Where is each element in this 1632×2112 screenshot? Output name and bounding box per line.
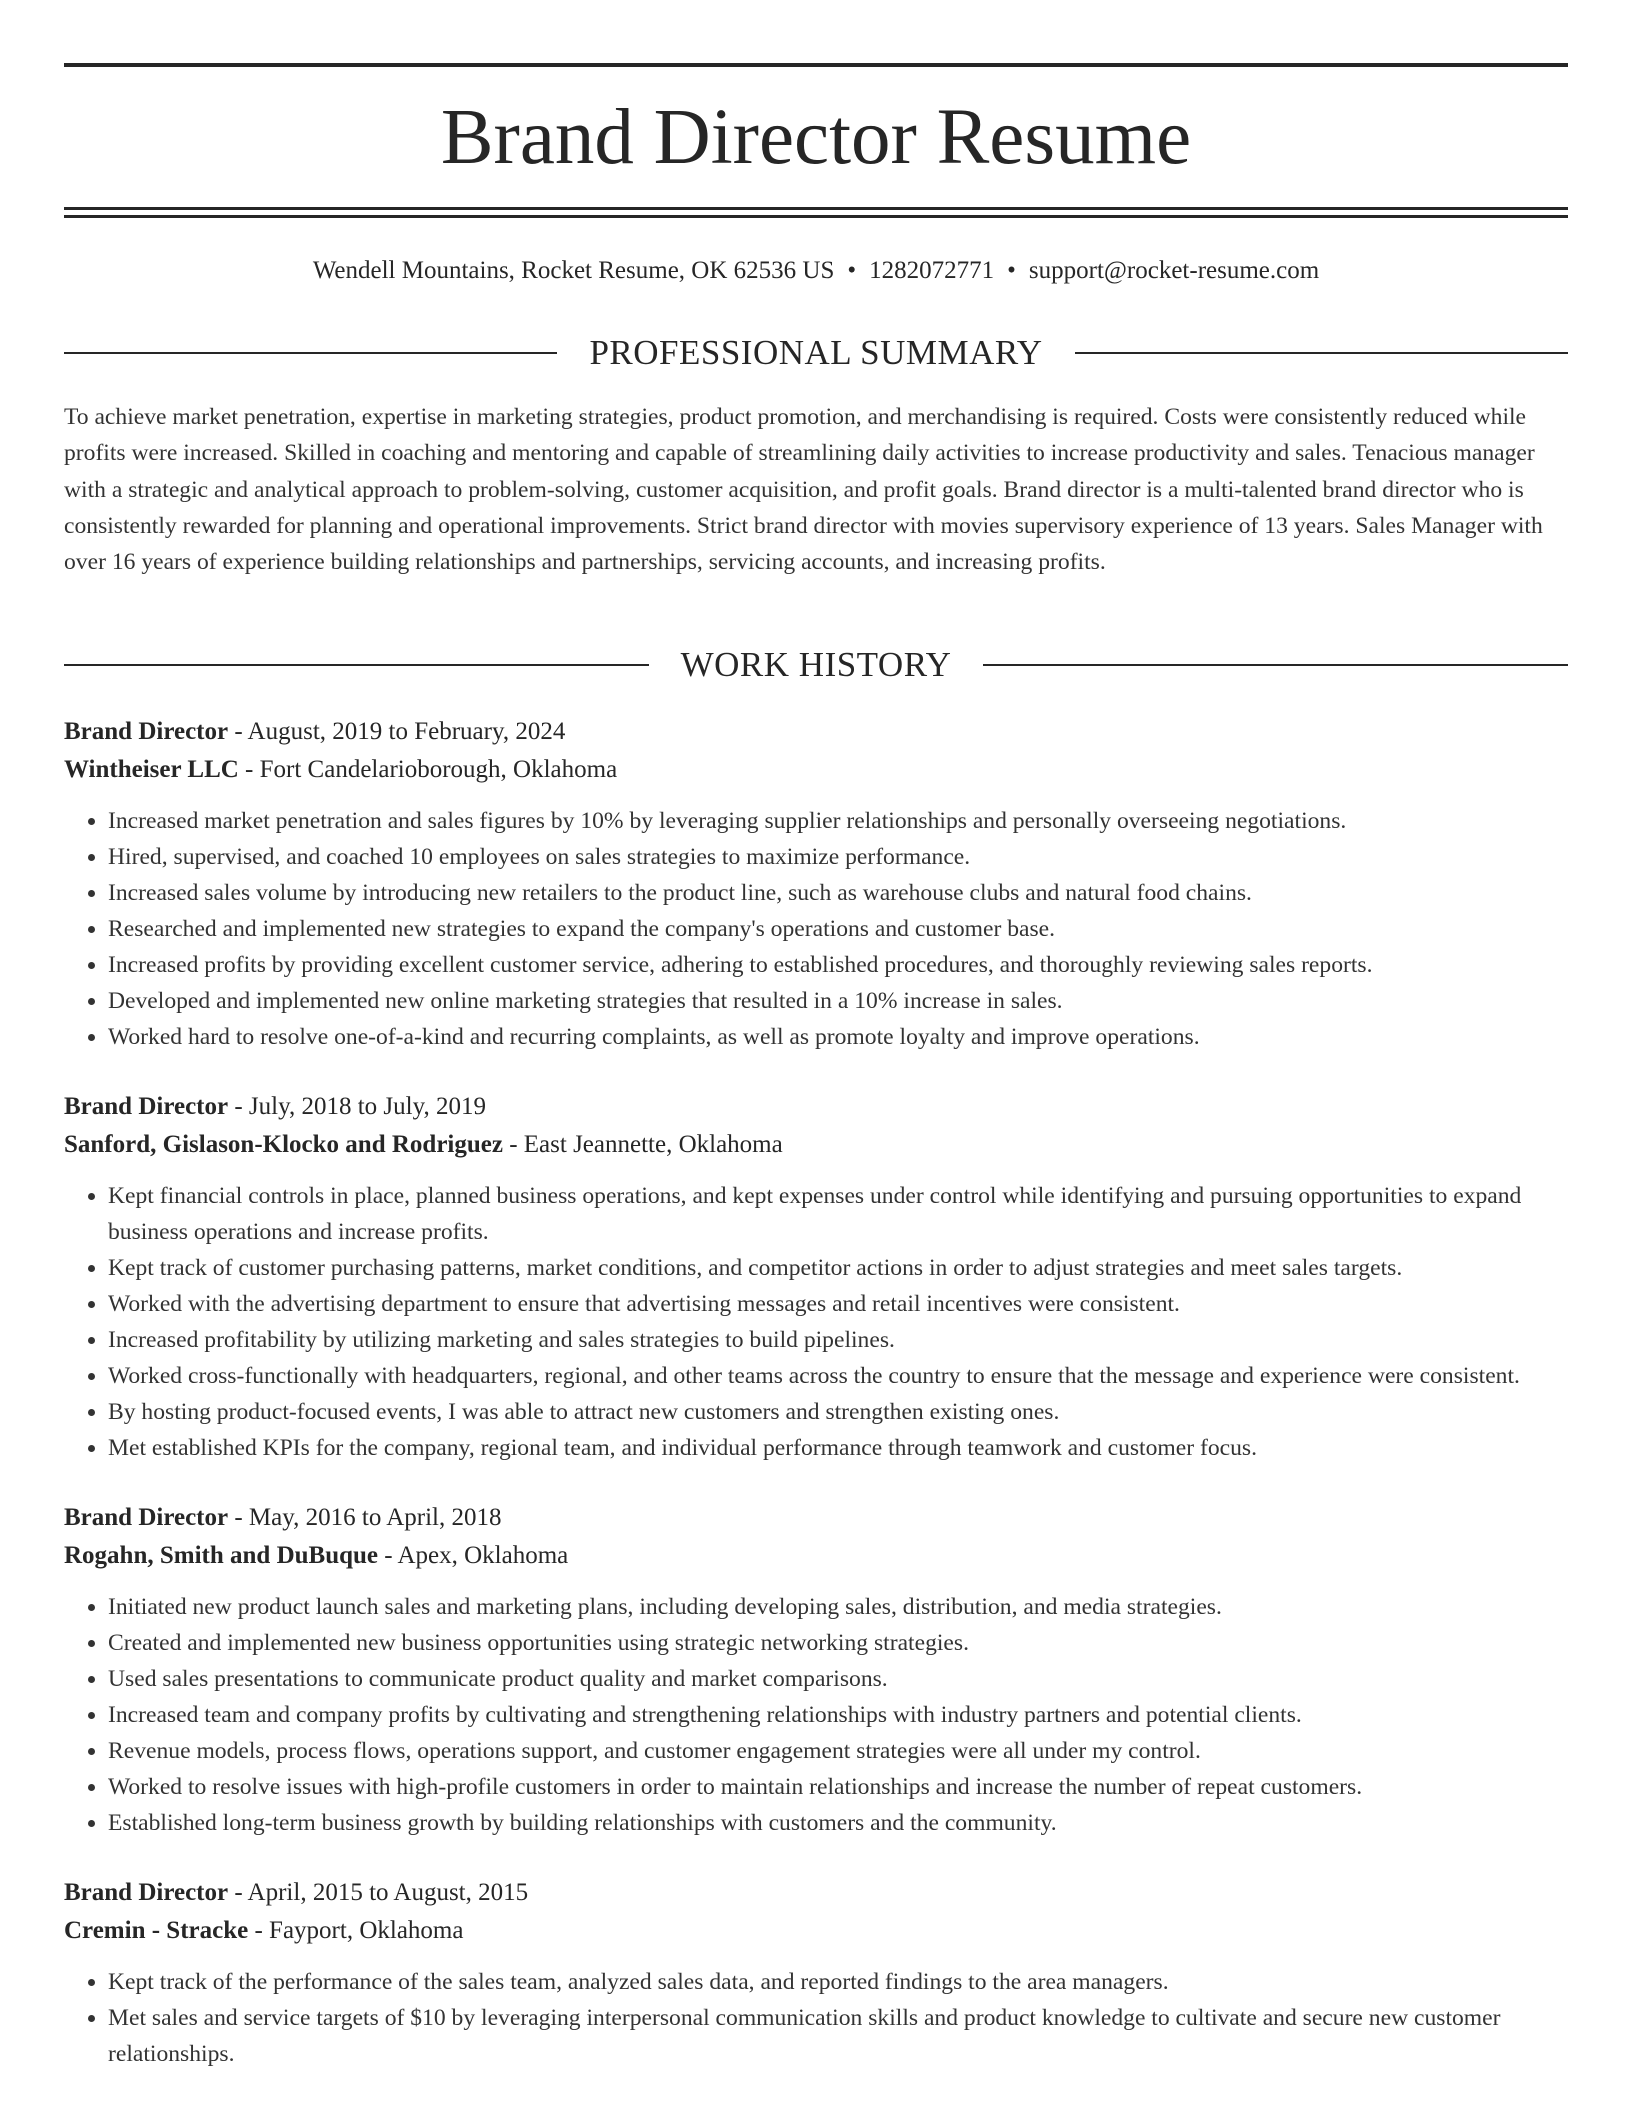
job-bullet: • Met sales and service targets of $10 by leveraging interpersonal communication skills and product knowledge to cultivate and secure new customer relationships. [108, 2000, 1568, 2072]
summary-section-heading [64, 331, 1568, 375]
job-bullets [64, 1964, 1568, 2072]
dash: - [502, 1131, 524, 1158]
job-company-line [64, 751, 1568, 789]
contact-separator: • [1007, 257, 1016, 284]
job-bullet: • By hosting product-focused events, I was able to attract new customers and strengthen existing ones. [108, 1394, 1568, 1430]
job-location: Fayport, Oklahoma [269, 1917, 464, 1944]
contact-email: support@rocket-resume.com [1028, 257, 1320, 284]
job-entry [64, 1088, 1568, 1466]
job-location: Fort Candelarioborough, Oklahoma [259, 756, 618, 783]
job-entry [64, 713, 1568, 1055]
job-entry [64, 1874, 1568, 2072]
title-underline-rule-second [64, 215, 1568, 218]
contact-line [64, 253, 1568, 289]
job-bullets [64, 803, 1568, 1055]
heading-rule-left [64, 664, 649, 666]
job-location: East Jeannette, Oklahoma [523, 1131, 783, 1158]
job-company: Cremin - Stracke [64, 1917, 249, 1944]
job-bullet: • Created and implemented new business opportunities using strategic networking strategies. [108, 1625, 1568, 1661]
job-bullet: • Increased team and company profits by cultivating and strengthening relationships with industry partners and potential clients. [108, 1697, 1568, 1733]
job-bullet: • Revenue models, process flows, operations support, and customer engagement strategies were all under my control. [108, 1733, 1568, 1769]
summary-text: To achieve market penetration, expertise in marketing strategies, product promotion, and merchandising is required. Costs were consistently reduced while profits were increased. Skilled in coaching and mentoring and capable of streamlining daily activities to increase productivity and sales. Tenacious manager with a strategic and analytical approach to problem-solving, customer acquisition, and profit goals. Brand director is a multi-talented brand director who is consistently rewarded for planning and operational improvements. Strict brand director with movies supervisory experience of 13 years. Sales Manager with over 16 years of experience building relationships and partnerships, servicing accounts, and increasing profits. [64, 404, 1543, 576]
job-company: Sanford, Gislason-Klocko and Rodriguez [64, 1131, 503, 1158]
job-dates: May, 2016 to April, 2018 [248, 1504, 502, 1531]
job-bullet: • Developed and implemented new online marketing strategies that resulted in a 10% increase in sales. [108, 983, 1568, 1019]
job-entry [64, 1499, 1568, 1841]
work-section-heading [64, 643, 1568, 687]
job-bullets [64, 1589, 1568, 1841]
job-bullet: • Increased profits by providing excellent customer service, adhering to established procedures, and thoroughly reviewing sales reports. [108, 947, 1568, 983]
job-bullet: • Increased profitability by utilizing marketing and sales strategies to build pipelines. [108, 1322, 1568, 1358]
resume-title: Brand Director Resume [440, 94, 1192, 181]
job-title-line [64, 713, 1568, 751]
top-rule [64, 63, 1568, 67]
job-title: Brand Director [64, 1504, 229, 1531]
summary-heading-label: PROFESSIONAL SUMMARY [589, 333, 1043, 372]
job-bullet: • Worked hard to resolve one-of-a-kind and recurring complaints, as well as promote loyalty and improve operations. [108, 1019, 1568, 1055]
job-bullet: • Met established KPIs for the company, regional team, and individual performance through teamwork and customer focus. [108, 1430, 1568, 1466]
job-title-line [64, 1088, 1568, 1126]
job-title: Brand Director [64, 1093, 229, 1120]
job-dates: April, 2015 to August, 2015 [247, 1879, 529, 1906]
job-dates: July, 2018 to July, 2019 [248, 1093, 486, 1120]
job-bullet: • Worked to resolve issues with high-profile customers in order to maintain relationships and increase the number of repeat customers. [108, 1769, 1568, 1805]
job-bullet: • Used sales presentations to communicate product quality and market comparisons. [108, 1661, 1568, 1697]
job-bullet: • Worked with the advertising department to ensure that advertising messages and retail incentives were consistent. [108, 1286, 1568, 1322]
job-company-line [64, 1126, 1568, 1164]
dash: - [228, 1879, 248, 1906]
heading-rule-right [983, 664, 1568, 666]
job-bullets [64, 1178, 1568, 1466]
job-bullet: • Hired, supervised, and coached 10 employees on sales strategies to maximize performance. [108, 839, 1568, 875]
job-location: Apex, Oklahoma [397, 1542, 569, 1569]
job-bullet: • Increased sales volume by introducing new retailers to the product line, such as warehouse clubs and natural food chains. [108, 875, 1568, 911]
job-bullet: • Worked cross-functionally with headquarters, regional, and other teams across the country to ensure that the message and experience were consistent. [108, 1358, 1568, 1394]
dash: - [378, 1542, 398, 1569]
job-title: Brand Director [64, 1879, 229, 1906]
job-bullet: • Researched and implemented new strategies to expand the company's operations and customer base. [108, 911, 1568, 947]
job-dates: August, 2019 to February, 2024 [247, 718, 566, 745]
job-company-line [64, 1912, 1568, 1950]
dash: - [248, 1917, 270, 1944]
heading-rule-left [64, 352, 557, 354]
contact-separator: • [847, 257, 857, 284]
dash: - [228, 718, 248, 745]
job-title-line [64, 1499, 1568, 1537]
job-title: Brand Director [64, 718, 229, 745]
job-bullet: • Increased market penetration and sales figures by 10% by leveraging supplier relationships and personally overseeing negotiations. [108, 803, 1568, 839]
dash: - [228, 1504, 249, 1531]
job-bullet: • Kept track of customer purchasing patterns, market conditions, and competitor actions in order to adjust strategies and meet sales targets. [108, 1250, 1568, 1286]
job-bullet: • Kept financial controls in place, planned business operations, and kept expenses under control while identifying and pursuing opportunities to expand business operations and increase profits. [108, 1178, 1568, 1250]
work-heading-label: WORK HISTORY [680, 645, 952, 684]
job-company-line [64, 1537, 1568, 1575]
job-title-line [64, 1874, 1568, 1912]
title-underline-rule [64, 207, 1568, 210]
contact-address: Wendell Mountains, Rocket Resume, OK 62536 US [312, 257, 835, 284]
job-company: Rogahn, Smith and DuBuque [64, 1542, 379, 1569]
dash: - [228, 1093, 249, 1120]
job-company: Wintheiser LLC [64, 756, 239, 783]
dash: - [238, 756, 260, 783]
work-history-list [64, 713, 1568, 2105]
job-bullet: • Established long-term business growth by building relationships with customers and the community. [108, 1805, 1568, 1841]
contact-phone: 1282072771 [869, 257, 995, 284]
heading-rule-right [1075, 352, 1568, 354]
job-bullet: • Kept track of the performance of the sales team, analyzed sales data, and reported findings to the area managers. [108, 1964, 1568, 2000]
job-bullet: • Initiated new product launch sales and marketing plans, including developing sales, distribution, and media strategies. [108, 1589, 1568, 1625]
